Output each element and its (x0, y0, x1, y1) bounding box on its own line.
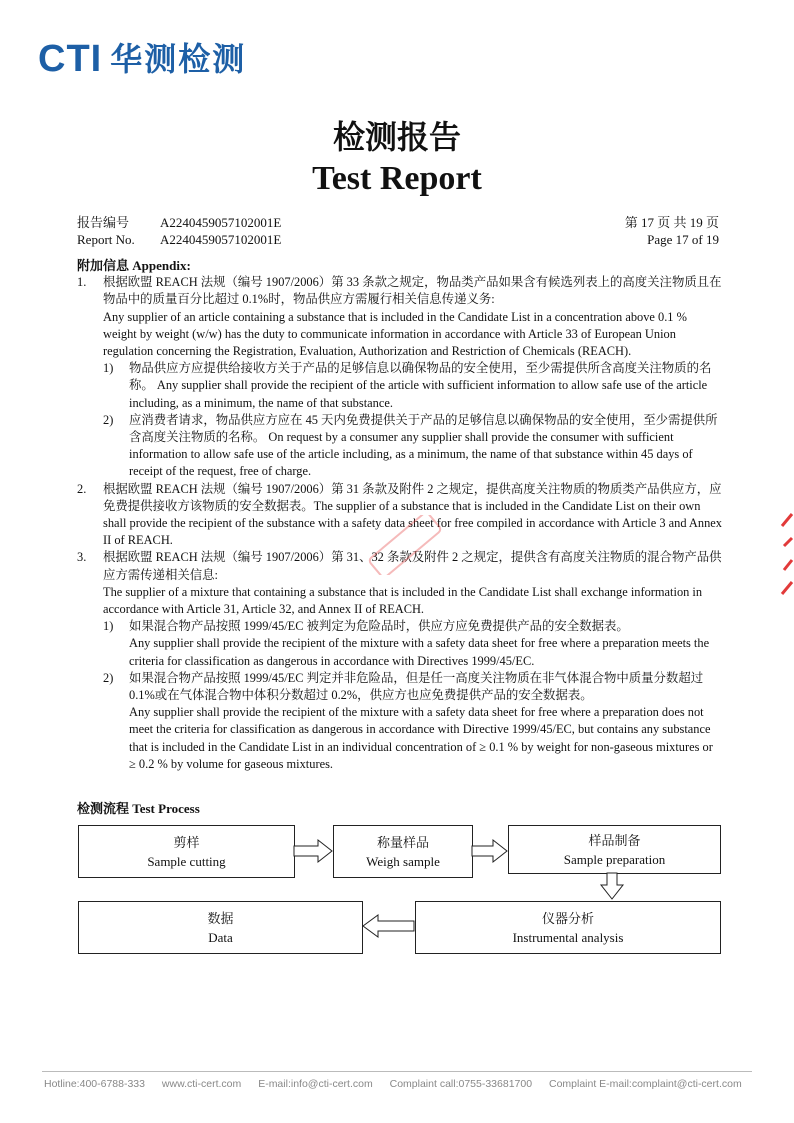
footer-divider (42, 1071, 752, 1072)
sub-item-text-en: Any supplier shall provide the recipient of the mixture with a safety data sheet for free where a preparation meets the criteria for classification as dangerous in accordance with Directives 1999/45/EC. (129, 636, 710, 668)
footer-website: www.cti-cert.com (161, 1078, 242, 1090)
item-number: 2. (77, 481, 87, 496)
sub-item-text: 物品供应方应提供给接收方关于产品的足够信息以确保物品的安全使用，至少需提供所含高度关注物质的名称。 Any supplier shall provide the recipient of the article with sufficient information to allow safe use of the article including, as a minimum, the name of that substance. (129, 361, 712, 410)
seal-edge-icon (778, 512, 794, 602)
arrow-down-icon (601, 873, 623, 899)
process-heading: 检测流程 Test Process (77, 801, 200, 816)
item-number: 3. (77, 550, 87, 565)
footer-hotline: Hotline:400-6788-333 (44, 1078, 145, 1090)
item-number: 1. (77, 275, 87, 290)
step-label-en: Sample preparation (563, 851, 666, 867)
logo-cn-text: 华测检测 (110, 40, 247, 78)
item-text-cn: 根据欧盟 REACH 法规（编号 1907/2006）第 31 条款及附件 2 之规定，提供高度关注物质的物质类产品供应方，应免费提供接收方该物质的安全数据表。The supplier of a substance that is included in the Candidate List on their own shall provide the recipient of the substance with a safety data sheet for free compiled in accordance with Article 3 and Annex II of REACH. (103, 481, 722, 548)
step-label-cn: 样品制备 (588, 832, 641, 848)
appendix-heading: 附加信息 Appendix: (77, 258, 191, 273)
logo-text: CTI (38, 38, 103, 80)
step-label-cn: 仪器分析 (541, 910, 594, 926)
report-no-label-en: Report No. (77, 232, 135, 247)
page-title-cn: 检测报告 (332, 119, 461, 155)
step-label-en: Sample cutting (147, 853, 226, 869)
report-no-value: A2240459057102001E (160, 215, 282, 230)
sub-item-number: 2) (103, 412, 114, 427)
item-text-en: Any supplier of an article containing a substance that is included in the Candidate List in a concentration above 0.1 % weight by weight (w/w) has the duty to communicate information in accordance with Article 33 of European Union regulation concerning the Registration, Evaluation, Authorization and Restriction of Chemicals (REACH). (103, 309, 687, 359)
sub-item-text: 如果混合物产品按照 1999/45/EC 被判定为危险品时，供应方应免费提供产品的安全数据表。 (129, 619, 629, 634)
arrow-left-icon (363, 915, 414, 937)
arrow-right-icon (294, 840, 332, 862)
footer-email: E-mail:info@cti-cert.com (258, 1078, 373, 1090)
sub-item-text-en: Any supplier shall provide the recipient of the mixture with a safety data sheet for free where a preparation does not meet the criteria for classification as dangerous in accordance with Directive 1999/45/EC, but contains any substance that is included in the Candidate List in an individual concentration of ≥ 0.1 % by weight for non-gaseous mixtures or ≥ 0.2 % by volume for gaseous mixtures. (129, 705, 713, 771)
sub-item-text: 如果混合物产品按照 1999/45/EC 判定并非危险品，但是任一高度关注物质在非气体混合物中质量分数超过 0.1%或在气体混合物中体积分数超过 0.2%，供应方也应免费提供产品的安全数据表。 (129, 670, 704, 703)
step-label-cn: 数据 (207, 910, 234, 926)
sub-item-number: 1) (103, 361, 114, 376)
item-text-cn: 根据欧盟 REACH 法规（编号 1907/2006）第 31、32 条款及附件 2 之规定，提供含有高度关注物质的混合物产品供应方需传递相关信息: (103, 550, 722, 582)
footer-complaint-email: Complaint E-mail:complaint@cti-cert.com (548, 1078, 742, 1090)
step-label-en: Instrumental analysis (512, 929, 624, 945)
step-label-cn: 剪样 (173, 834, 200, 850)
footer (44, 1078, 756, 1090)
item-text-en: The supplier of a mixture that containing a substance that is included in the Candidate List shall exchange information in accordance with Article 31, Article 32, and Annex II of REACH. (103, 584, 703, 617)
sub-item-number: 2) (103, 670, 114, 685)
sub-item-number: 1) (103, 619, 114, 634)
page-title-en: Test Report (312, 160, 482, 197)
page-number-en: Page 17 of 19 (647, 232, 719, 247)
report-no-value-en: A2240459057102001E (160, 232, 282, 247)
watermark-stamp-icon (345, 515, 465, 575)
item-text-cn: 根据欧盟 REACH 法规（编号 1907/2006）第 33 条款之规定，物品类产品如果含有候选列表上的高度关注物质且在物品中的质量百分比超过 0.1%时，物品供应方需履行相关信息传递义务: (103, 275, 722, 307)
step-label-cn: 称量样品 (376, 834, 429, 850)
sub-item-text: 应消费者请求，物品供应方应在 45 天内免费提供关于产品的足够信息以确保物品的安全使用，至少需提供所含高度关注物质的名称。 On request by a consumer any supplier shall provide the consumer with sufficient information to allow safe use of the article including, as a minimum, the name of that substance within 45 days of receipt of the request, free of charge. (129, 412, 718, 479)
arrow-right-icon (472, 840, 507, 862)
step-label-en: Weigh sample (366, 853, 440, 869)
page-number-cn: 第 17 页 共 19 页 (624, 215, 719, 230)
step-label-en: Data (208, 929, 233, 945)
footer-complaint-call: Complaint call:0755-33681700 (389, 1078, 533, 1090)
report-no-label-cn: 报告编号 (77, 215, 130, 230)
